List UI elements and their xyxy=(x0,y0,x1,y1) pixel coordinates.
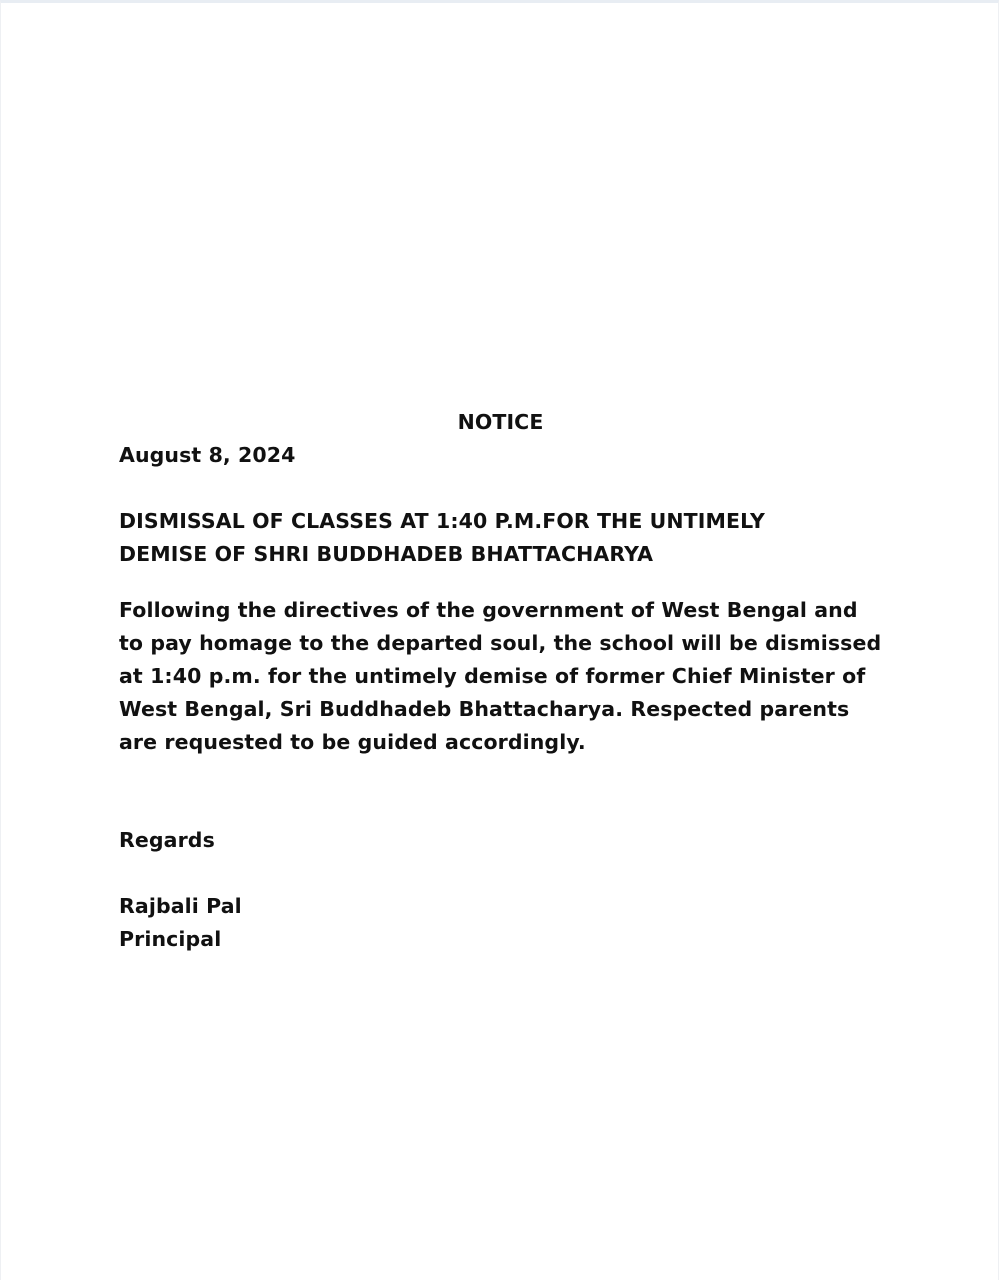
notice-title: NOTICE xyxy=(457,410,544,434)
notice-date: August 8, 2024 xyxy=(119,443,296,467)
signatory-title: Principal xyxy=(119,927,222,951)
body-line: West Bengal, Sri Buddhadeb Bhattacharya. Respected parents xyxy=(119,697,850,721)
notice-subject xyxy=(119,505,765,571)
signatory-name: Rajbali Pal xyxy=(119,894,242,918)
notice-body xyxy=(119,594,881,759)
body-line: Following the directives of the government of West Bengal and xyxy=(119,598,858,622)
closing-regards: Regards xyxy=(119,828,215,852)
body-line: to pay homage to the departed soul, the school will be dismissed xyxy=(119,631,882,655)
subject-line: DEMISE OF SHRI BUDDHADEB BHATTACHARYA xyxy=(119,542,654,566)
body-line: are requested to be guided accordingly. xyxy=(119,730,586,754)
body-line: at 1:40 p.m. for the untimely demise of former Chief Minister of xyxy=(119,664,866,688)
subject-line: DISMISSAL OF CLASSES AT 1:40 P.M.FOR THE UNTIMELY xyxy=(119,509,765,533)
